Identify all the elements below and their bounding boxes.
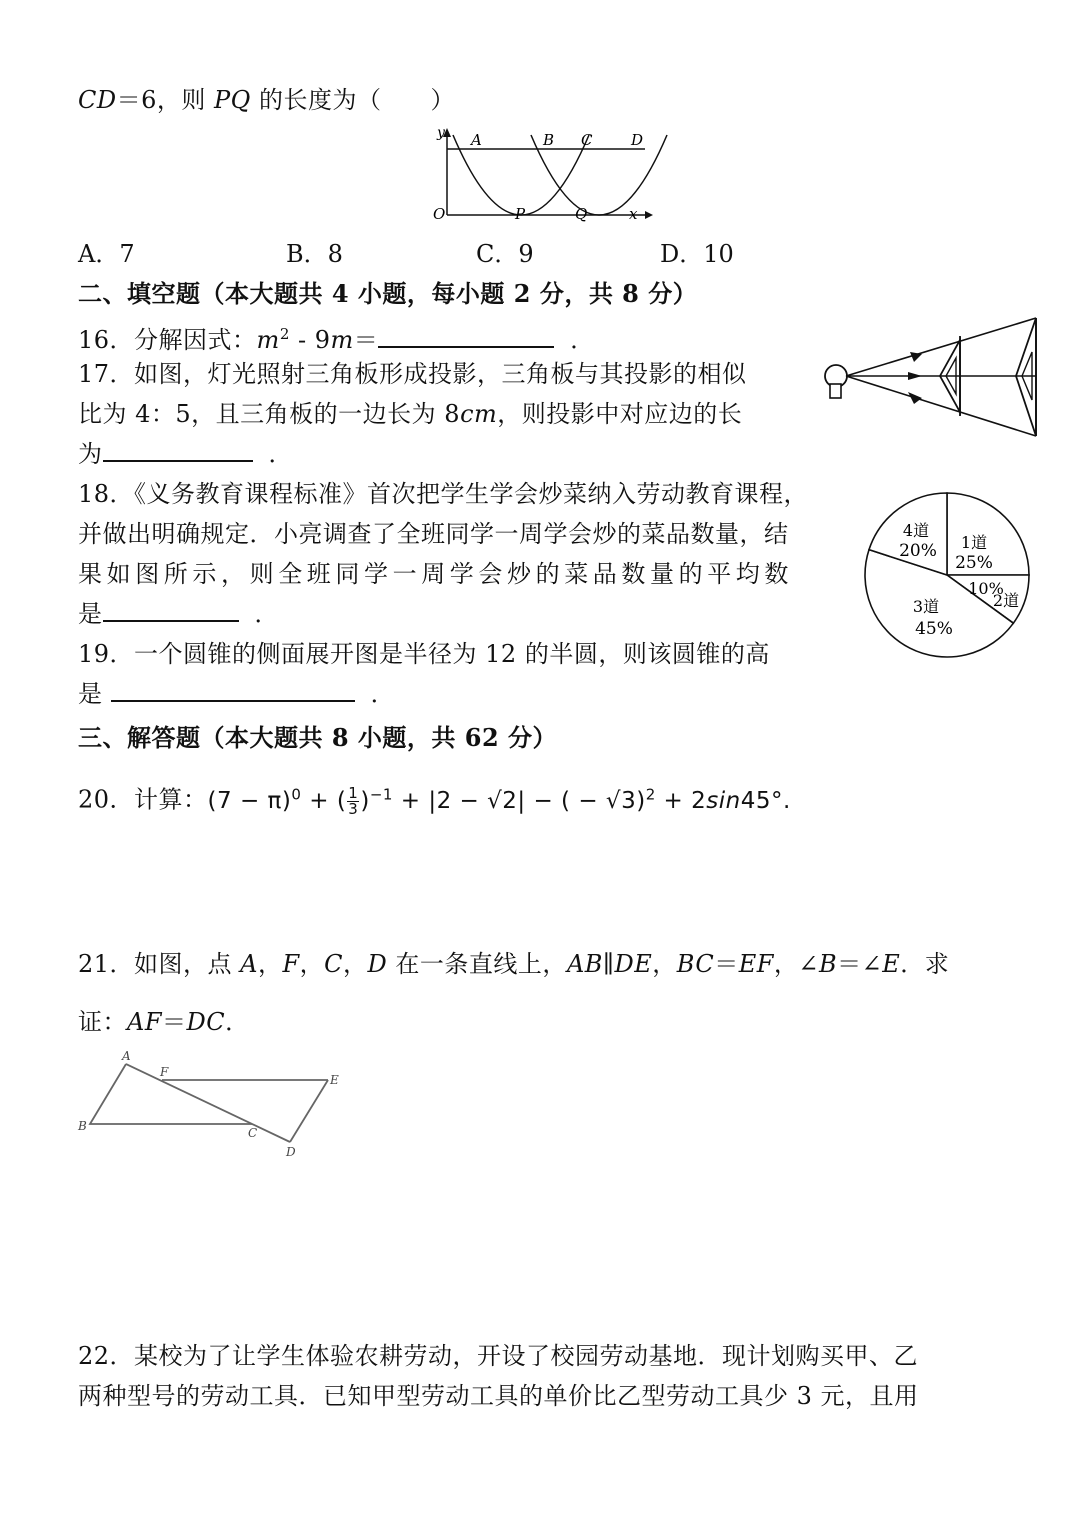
q20: 20．计算：$(7 - \pi)^0$ + ( $\frac{1}{3}$ )$^{-1}$ + |2 − √2| − ( − √3)$^2$ + 2sin45°.: [78, 783, 791, 818]
slice-4-name: 4道: [902, 521, 930, 540]
q15-question: 的长度为（ ）: [250, 86, 455, 114]
fig-label-c: C: [248, 1126, 258, 1140]
label-b: B: [543, 131, 555, 149]
triangle-shadow: [1016, 318, 1036, 436]
q15-text: ＝6，则: [116, 86, 215, 114]
option-b: B．8: [286, 240, 343, 268]
q18-line-3: 果如图所示，则全班同学一周学会炒的菜品数量的平均数: [78, 560, 793, 588]
option-a: A．7: [78, 240, 135, 268]
label-c: C: [581, 131, 593, 149]
geometry-figure: [76, 1048, 356, 1158]
q19-answer-blank[interactable]: [111, 678, 355, 702]
section-3-heading: 三、解答题（本大题共 8 小题，共 62 分）: [78, 723, 558, 752]
fig-label-a: A: [122, 1049, 131, 1063]
label-y: y: [437, 125, 445, 141]
x-axis-arrow: [645, 211, 653, 219]
slice-1-percent: 25%: [955, 553, 993, 573]
q15-tail-line: [78, 84, 455, 116]
label-a: A: [471, 131, 482, 149]
label-d: D: [631, 131, 644, 149]
segment-pq: PQ: [214, 86, 251, 114]
q17-answer-blank[interactable]: [103, 438, 253, 462]
slice-3-name: 3道: [912, 597, 940, 616]
label-p: P: [515, 205, 526, 223]
q16-answer-blank[interactable]: [378, 324, 554, 348]
line-abc: [90, 1064, 252, 1124]
q17-line-3: 为 ．: [78, 440, 293, 468]
label-origin: O: [433, 205, 446, 223]
ray-top: [846, 318, 1036, 376]
segment-cd: CD: [78, 86, 117, 114]
slice-1-name: 1道: [960, 533, 988, 552]
projection-figure: [822, 316, 1042, 440]
pie-chart: [862, 492, 1032, 662]
q21-line-1: 21．如图，点 A，F，C，D 在一条直线上，AB∥DE，BC＝EF，∠B＝∠E．求: [78, 950, 950, 978]
q18-answer-blank[interactable]: [103, 598, 239, 622]
fig-label-b: B: [78, 1119, 87, 1133]
arrow-bottom: [908, 392, 922, 404]
lamp-base: [830, 384, 841, 398]
q22-line-1: 22．某校为了让学生体验农耕劳动，开设了校园劳动基地．现计划购买甲、乙: [78, 1342, 919, 1370]
q18-line-2: 并做出明确规定．小亮调查了全班同学一周学会炒的菜品数量，结: [78, 520, 789, 548]
q18-line-4: 是 ．: [78, 600, 279, 628]
ray-bottom: [846, 376, 1036, 436]
q19-line-1: 19．一个圆锥的侧面展开图是半径为 12 的半圆，则该圆锥的高: [78, 640, 770, 668]
slice-2-name: 2道: [992, 591, 1020, 610]
fig-label-d: D: [286, 1145, 296, 1159]
arrow-middle: [908, 372, 922, 380]
parabola-graph: [425, 125, 655, 225]
q17-line-1: 17．如图，灯光照射三角板形成投影，三角板与其投影的相似: [78, 360, 747, 388]
q17-line-2: 比为 4：5，且三角板的一边长为 8cm，则投影中对应边的长: [78, 400, 743, 428]
section-2-heading: 二、填空题（本大题共 4 小题，每小题 2 分，共 8 分）: [78, 279, 698, 308]
fig-label-f: F: [160, 1065, 169, 1079]
q16: 16．分解因式：$m^2 - 9m=$ ．: [78, 325, 595, 354]
label-x: x: [629, 205, 638, 223]
slice-2-percent: 10%: [968, 579, 1004, 598]
fraction-one-third: $\frac{1}{3}$: [348, 783, 359, 818]
q21-line-2: 证：AF＝DC．: [78, 1008, 250, 1036]
q18-line-1: 18．《义务教育课程标准》首次把学生学会炒菜纳入劳动教育课程，: [78, 480, 809, 508]
slice-3-percent: 45%: [915, 619, 953, 639]
fig-label-e: E: [330, 1073, 339, 1087]
slice-4-percent: 20%: [899, 541, 937, 561]
option-d: D．10: [660, 240, 734, 268]
q22-line-2: 两种型号的劳动工具．已知甲型劳动工具的单价比乙型劳动工具少 3 元，且用: [78, 1382, 919, 1410]
label-q: Q: [575, 205, 588, 223]
q19-line-2: 是 ．: [78, 680, 396, 708]
option-c: C．9: [476, 240, 534, 268]
line-afcd: [126, 1064, 290, 1142]
line-ed: [290, 1080, 328, 1142]
